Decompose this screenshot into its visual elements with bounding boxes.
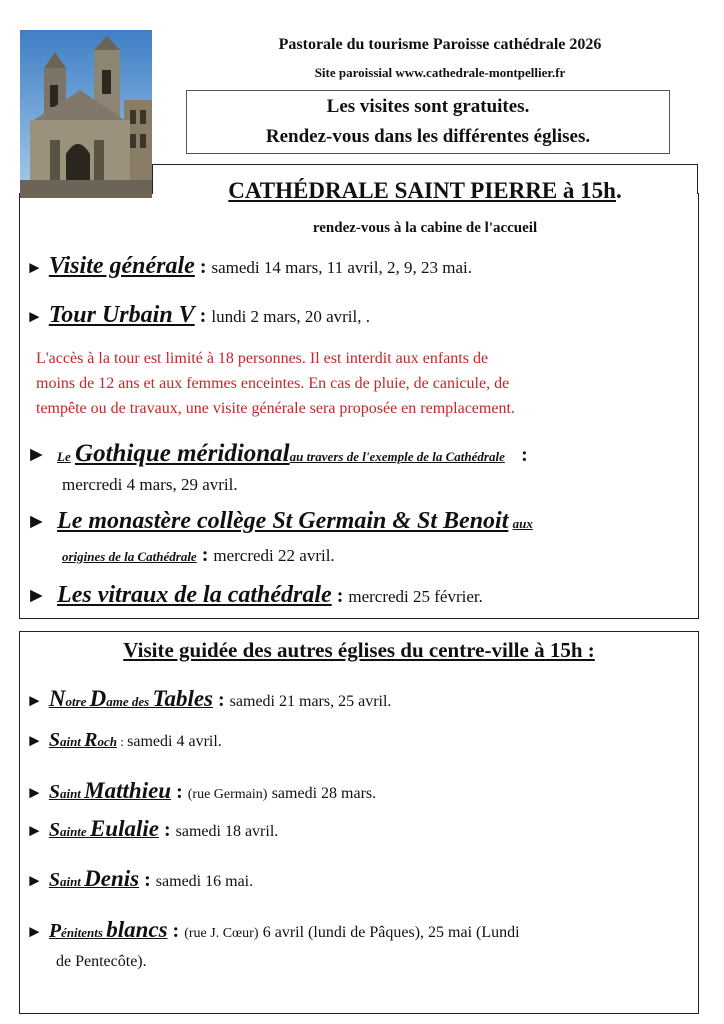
meeting-point: rendez-vous à la cabine de l'accueil bbox=[312, 220, 538, 236]
visit-dates: mercredi 25 février. bbox=[348, 587, 483, 606]
visit-sep: : bbox=[521, 444, 528, 466]
arrow-right-icon: ► bbox=[26, 691, 43, 710]
church-row bbox=[26, 778, 376, 804]
church-name: Saint Matthieu bbox=[48, 778, 172, 803]
free-visits-box bbox=[186, 90, 670, 154]
church-sep: : bbox=[167, 920, 185, 942]
church-sep: : bbox=[117, 734, 128, 749]
church-dates: samedi 28 mars. bbox=[271, 785, 377, 802]
church-dates: samedi 18 avril. bbox=[175, 823, 279, 840]
visit-row bbox=[26, 582, 483, 609]
church-sep: : bbox=[213, 689, 230, 711]
church-sep: : bbox=[158, 819, 176, 841]
visit-name-suffix: origines de la Cathédrale bbox=[62, 549, 197, 564]
church-row bbox=[26, 729, 222, 752]
arrow-right-icon: ► bbox=[26, 922, 43, 941]
cathedrale-title bbox=[152, 178, 698, 204]
warning-line: tempête ou de travaux, une visite générale sera proposée en remplacement. bbox=[36, 400, 515, 417]
arrow-right-icon: ► bbox=[26, 731, 43, 750]
cathedral-photo bbox=[20, 30, 152, 198]
visit-sep: : bbox=[196, 544, 214, 566]
free-line-2: Rendez-vous dans les différentes églises. bbox=[265, 126, 591, 147]
arrow-right-icon: ► bbox=[26, 307, 43, 326]
church-row bbox=[26, 816, 278, 842]
church-row bbox=[26, 917, 520, 943]
visit-sep: : bbox=[331, 585, 349, 607]
visit-name-suffix: aux bbox=[512, 516, 533, 531]
cathedrale-title-text: CATHÉDRALE SAINT PIERRE à 15h bbox=[228, 178, 616, 203]
visit-row bbox=[26, 508, 533, 535]
arrow-right-icon: ► bbox=[26, 783, 43, 802]
visit-name: Visite générale bbox=[48, 253, 195, 279]
arrow-right-icon: ► bbox=[26, 583, 47, 607]
visit-row bbox=[26, 440, 528, 468]
visit-row bbox=[26, 302, 370, 329]
church-row bbox=[26, 866, 253, 892]
arrow-right-icon: ► bbox=[26, 871, 43, 890]
visit-dates: mercredi 22 avril. bbox=[213, 546, 335, 565]
church-sep: : bbox=[171, 781, 188, 803]
visit-name: Gothique méridional bbox=[75, 440, 290, 467]
visit-name: Tour Urbain V bbox=[48, 302, 195, 328]
visit-sep: : bbox=[194, 256, 212, 278]
church-dates: samedi 21 mars, 25 avril. bbox=[229, 693, 392, 710]
cathedrale-title-dot: . bbox=[615, 178, 622, 203]
church-dates: 6 avril (lundi de Pâques), 25 mai (Lundi bbox=[262, 924, 520, 941]
church-extra: (rue J. Cœur) bbox=[184, 926, 259, 941]
visit-name-prefix: Le bbox=[57, 449, 71, 464]
church-sep: : bbox=[139, 869, 156, 891]
header-site: Site paroissial www.cathedrale-montpellier.fr bbox=[314, 65, 566, 80]
church-extra: (rue Germain) bbox=[187, 787, 268, 802]
free-line-1: Les visites sont gratuites. bbox=[326, 96, 530, 117]
visit-name: Les vitraux de la cathédrale bbox=[57, 582, 332, 608]
church-dates: samedi 16 mai. bbox=[155, 873, 254, 890]
arrow-right-icon: ► bbox=[26, 821, 43, 840]
church-name: Saint Denis bbox=[48, 866, 140, 891]
church-name: Saint Roch bbox=[48, 729, 118, 751]
church-name: Pénitents blancs bbox=[48, 917, 168, 942]
visit-dates: lundi 2 mars, 20 avril, . bbox=[211, 307, 370, 326]
church-name: Notre Dame des Tables bbox=[48, 686, 213, 711]
arrow-right-icon: ► bbox=[26, 442, 47, 466]
visit-name-suffix: au travers de l'exemple de la Cathédrale bbox=[289, 449, 505, 464]
header-title: Pastorale du tourisme Paroisse cathédrale 2026 bbox=[278, 36, 602, 53]
visit-dates: mercredi 4 mars, 29 avril. bbox=[62, 475, 238, 494]
visit-dates: samedi 14 mars, 11 avril, 2, 9, 23 mai. bbox=[211, 258, 472, 277]
arrow-right-icon: ► bbox=[26, 258, 43, 277]
visit-sep: : bbox=[194, 305, 212, 327]
other-churches-title: Visite guidée des autres églises du centre-ville à 15h : bbox=[123, 638, 595, 662]
church-row bbox=[26, 686, 391, 712]
church-dates-cont: de Pentecôte). bbox=[56, 953, 147, 970]
church-name: Sainte Eulalie bbox=[48, 816, 159, 841]
visit-row-cont bbox=[62, 544, 335, 567]
warning-line: L'accès à la tour est limité à 18 personnes. Il est interdit aux enfants de bbox=[36, 350, 489, 367]
tower-warning bbox=[36, 346, 686, 421]
visit-row bbox=[26, 253, 472, 280]
arrow-right-icon: ► bbox=[26, 509, 47, 533]
visit-name: Le monastère collège St Germain & St Benoit bbox=[57, 508, 509, 534]
church-dates: samedi 4 avril. bbox=[127, 733, 222, 750]
warning-line: moins de 12 ans et aux femmes enceintes. En cas de pluie, de canicule, de bbox=[36, 375, 510, 392]
